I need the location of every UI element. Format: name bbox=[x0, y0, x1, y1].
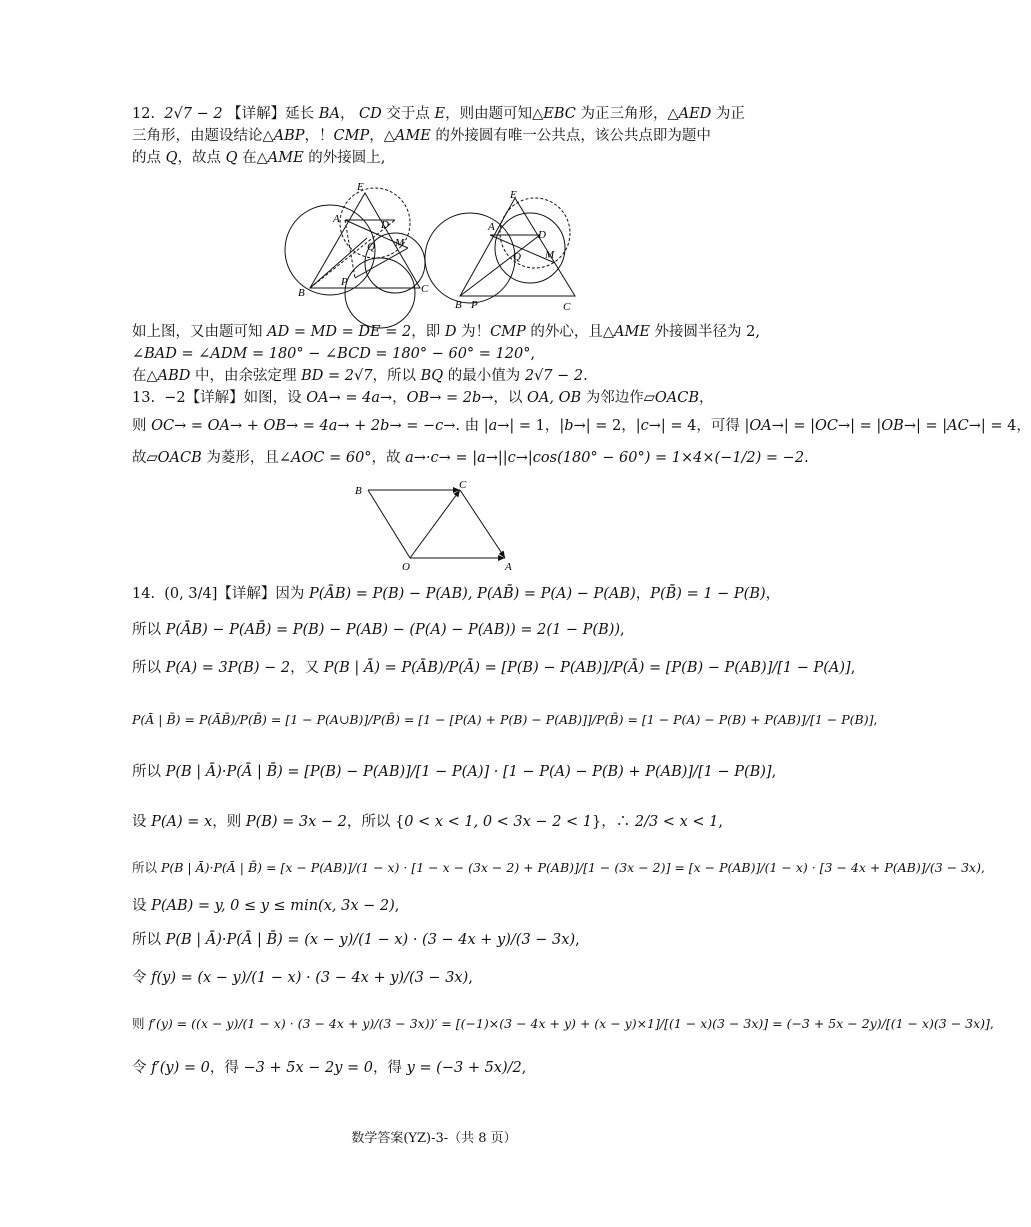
p14-line-12: 令 f′(y) = 0，得 −3 + 5x − 2y = 0，得 y = (−3 + 5x)/2, bbox=[132, 1060, 527, 1076]
p14-line-2: 所以 P(ĀB) − P(AB̄) = P(B) − P(AB) − (P(A) − P(AB)) = 2(1 − P(B)), bbox=[132, 622, 625, 638]
fig12-label-D-left: D bbox=[381, 219, 389, 231]
fig12-label-A-right: A bbox=[488, 221, 495, 233]
p12-line-1: 12. 2√7 − 2 【详解】延长 BA， CD 交于点 E，则由题可知△EBC 为正三角形，△AED 为正 bbox=[132, 106, 745, 122]
p12-line-5: ∠BAD = ∠ADM = 180° − ∠BCD = 180° − 60° = 120°, bbox=[132, 346, 536, 362]
fig12-label-P-right: P bbox=[471, 299, 478, 311]
fig12-label-A-left: A bbox=[333, 213, 340, 225]
p14-line-8: 设 P(AB) = y, 0 ≤ y ≤ min(x, 3x − 2), bbox=[132, 898, 400, 914]
p14-line-7: 所以 P(B | Ā)·P(Ā | B̄) = [x − P(AB)]/(1 − x) · [1 − x − (3x − 2) + P(AB)]/[1 − (3x − 2)] = [x − P(AB)]/(1 − x) · [3 − 4x + P(AB)]/(3 − 3x), bbox=[132, 860, 985, 875]
p12-line-2: 三角形，由题设结论△ABP，！CMP，△AME 的外接圆有唯一公共点，该公共点即为题中 bbox=[132, 128, 711, 144]
fig12-label-C-left: C bbox=[421, 283, 429, 295]
fig12-label-B-left: B bbox=[298, 287, 305, 299]
p14-line-4: P(Ā | B̄) = P(ĀB̄)/P(B̄) = [1 − P(A∪B)]/P(B̄) = [1 − [P(A) + P(B) − P(AB)]]/P(B̄) = [1 − P(A) − P(B) + P(AB)]/[1 − P(B)], bbox=[132, 712, 878, 727]
figure-12 bbox=[285, 178, 605, 318]
fig12-label-B-right: B bbox=[455, 299, 462, 311]
p13-line-1: 13. −2【详解】如图，设 OA→ = 4a→，OB→ = 2b→，以 OA, OB 为邻边作▱OACB， bbox=[132, 390, 714, 406]
fig12-label-M-right: M bbox=[545, 249, 555, 261]
p14-line-10: 令 f(y) = (x − y)/(1 − x) · (3 − 4x + y)/(3 − 3x), bbox=[132, 970, 473, 986]
p13-line-2: 则 OC→ = OA→ + OB→ = 4a→ + 2b→ = −c→. 由 |a→| = 1，|b→| = 2，|c→| = 4，可得 |OA→| = |OC→| = |OB→| = |AC→| = 4， bbox=[132, 418, 1031, 434]
p13-line-3: 故▱OACB 为菱形，且∠AOC = 60°，故 a→·c→ = |a→||c→|cos(180° − 60°) = 1×4×(−1/2) = −2. bbox=[132, 450, 809, 466]
p12-line-6: 在△ABD 中，由余弦定理 BD = 2√7，所以 BQ 的最小值为 2√7 − 2. bbox=[132, 368, 588, 384]
fig12-label-Q-left: Q bbox=[367, 241, 375, 253]
fig12-label-E-right: E bbox=[510, 189, 517, 201]
p12-line-4: 如上图，又由题可知 AD = MD = DE = 2，即 D 为！CMP 的外心，且△AME 外接圆半径为 2, bbox=[132, 324, 761, 340]
figure-13 bbox=[350, 478, 520, 573]
fig13-label-C: C bbox=[459, 479, 467, 491]
page-footer: 数学答案(YZ)-3-（共 8 页） bbox=[351, 1131, 517, 1146]
p14-line-1: 14. (0, 3/4]【详解】因为 P(ĀB) = P(B) − P(AB), P(AB̄) = P(A) − P(AB)，P(B̄) = 1 − P(B)， bbox=[132, 586, 781, 602]
fig12-label-M-left: M bbox=[395, 237, 405, 249]
fig12-label-D-right: D bbox=[538, 229, 546, 241]
p14-line-6: 设 P(A) = x，则 P(B) = 3x − 2，所以 {0 < x < 1, 0 < 3x − 2 < 1}，∴ 2/3 < x < 1, bbox=[132, 814, 723, 830]
fig12-label-E-left: E bbox=[357, 181, 364, 193]
p12-line-3: 的点 Q，故点 Q 在△AME 的外接圆上, bbox=[132, 150, 386, 166]
fig12-label-Q-right: Q bbox=[513, 251, 521, 263]
fig12-label-C-right: C bbox=[563, 301, 571, 313]
fig13-label-O: O bbox=[402, 561, 410, 573]
p14-line-5: 所以 P(B | Ā)·P(Ā | B̄) = [P(B) − P(AB)]/[1 − P(A)] · [1 − P(A) − P(B) + P(AB)]/[1 − P(B)], bbox=[132, 764, 777, 780]
p14-line-9: 所以 P(B | Ā)·P(Ā | B̄) = (x − y)/(1 − x) · (3 − 4x + y)/(3 − 3x), bbox=[132, 932, 580, 948]
p14-line-3: 所以 P(A) = 3P(B) − 2，又 P(B | Ā) = P(ĀB)/P(Ā) = [P(B) − P(AB)]/P(Ā) = [P(B) − P(AB)]/[1 − P(A)], bbox=[132, 660, 856, 676]
fig13-label-B: B bbox=[355, 485, 362, 497]
fig13-label-A: A bbox=[505, 561, 512, 573]
fig12-label-P-left: P bbox=[341, 276, 348, 288]
p14-line-11: 则 f′(y) = ((x − y)/(1 − x) · (3 − 4x + y)/(3 − 3x))′ = [(−1)×(3 − 4x + y) + (x − y)×1]/[(1 − x)(3 − 3x)] = (−3 + 5x − 2y)/[(1 − x)(3 − 3x)], bbox=[132, 1016, 994, 1031]
